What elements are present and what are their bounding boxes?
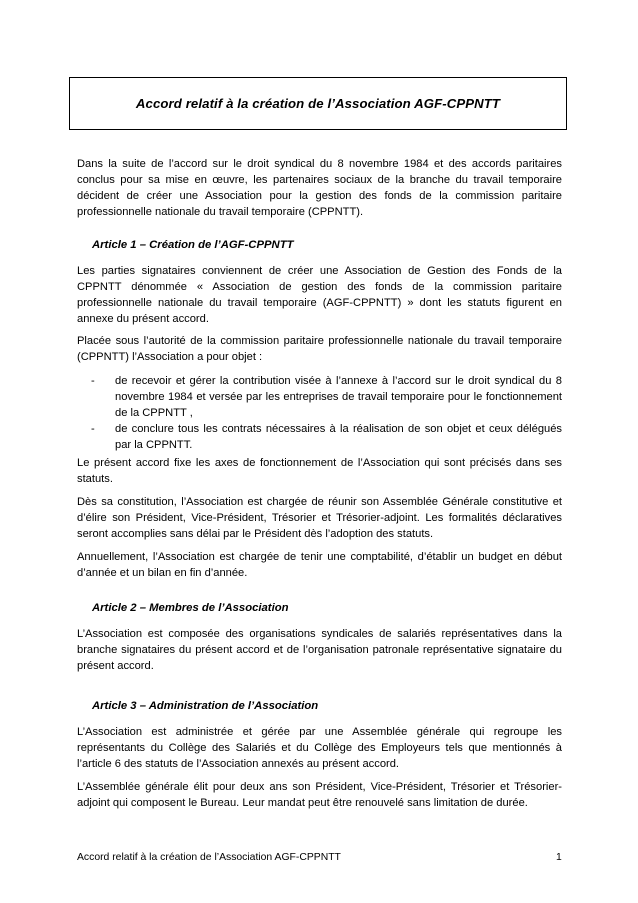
footer-title: Accord relatif à la création de l’Association AGF-CPPNTT [77, 852, 341, 863]
article-1-paragraph-2: Placée sous l’autorité de la commission paritaire professionnelle nationale du travail temporaire (CPPNTT) l’Association a pour objet : [77, 335, 562, 363]
list-item-text: de conclure tous les contrats nécessaires à la réalisation de son objet et ceux délégués par la CPPNTT. [115, 422, 562, 451]
article-2-heading: Article 2 – Membres de l’Association [92, 602, 289, 614]
article-1-paragraph-4: Dès sa constitution, l’Association est chargée de réunir son Assemblée Générale constitutive et d’élire son Président, Vice-Président, Trésorier et Trésorier-adjoint. Les formalités déclaratives seront accomplies sans délai par le Président dès l’adoption des statuts. [77, 496, 562, 540]
article-1-paragraph-5: Annuellement, l’Association est chargée de tenir une comptabilité, d’établir un budget en début d’année et un bilan en fin d’année. [77, 551, 562, 579]
article-3-paragraph-2: L’Assemblée générale élit pour deux ans son Président, Vice-Président, Trésorier et Trésorier-adjoint qui composent le Bureau. Leur mandat peut être renouvelé sans limitation de durée. [77, 781, 562, 809]
bullet-dash: - [91, 375, 95, 387]
list-item [77, 422, 562, 454]
article-3-heading: Article 3 – Administration de l’Association [92, 700, 319, 712]
bullet-dash: - [91, 422, 95, 435]
article-1-heading: Article 1 – Création de l’AGF-CPPNTT [92, 239, 294, 251]
list-item [77, 374, 562, 422]
article-1-paragraph-1: Les parties signataires conviennent de créer une Association de Gestion des Fonds de la CPPNTT dénommée « Association de gestion des fonds de la commission paritaire professionnelle nationale du travail temporaire (AGF-CPPNTT) » dont les statuts figurent en annexe du présent accord. [77, 265, 562, 325]
list-item-text: de recevoir et gérer la contribution visée à l’annexe à l’accord sur le droit syndical du 8 novembre 1984 et versée par les entreprises de travail temporaire pour le fonctionnement de la CPPNTT , [115, 375, 562, 419]
intro-paragraph: Dans la suite de l’accord sur le droit syndical du 8 novembre 1984 et des accords paritaires conclus pour sa mise en œuvre, les partenaires sociaux de la branche du travail temporaire décident de créer une Association pour la gestion des fonds de la commission paritaire professionnelle nationale du travail temporaire (CPPNTT). [77, 158, 562, 218]
document-title: Accord relatif à la création de l’Association AGF-CPPNTT [135, 96, 501, 111]
page-number: 1 [556, 852, 562, 863]
title-box [69, 77, 567, 130]
article-1-paragraph-3: Le présent accord fixe les axes de fonctionnement de l’Association qui sont précisés dans ses statuts. [77, 457, 562, 485]
article-2-paragraph-1: L’Association est composée des organisations syndicales de salariés représentatives dans la branche signataires du présent accord et de l’organisation patronale représentative signataire du présent accord. [77, 628, 562, 672]
article-1-object-list [77, 374, 562, 454]
article-3-paragraph-1: L’Association est administrée et gérée par une Assemblée générale qui regroupe les représentants du Collège des Salariés et du Collège des Employeurs tels que mentionnés à l’article 6 des statuts de l’Association annexés au présent accord. [77, 726, 562, 770]
